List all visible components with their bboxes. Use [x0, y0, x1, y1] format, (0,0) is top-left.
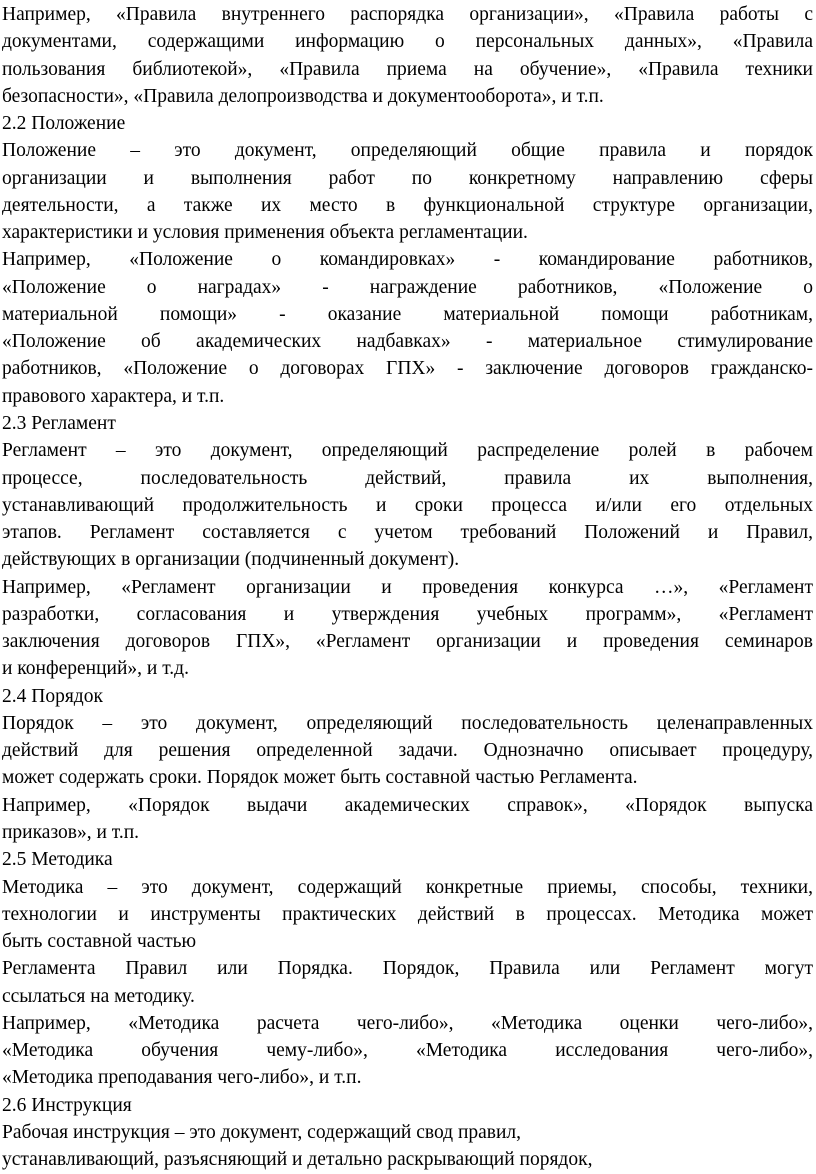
text-line: Например, «Правила внутреннего распорядка организации», «Правила работы с [2, 4, 813, 25]
text-line: Рабочая инструкция – это документ, содержащий свод правил, [2, 1121, 522, 1143]
text-line: «Положение об академических надбавках» - материальное стимулирование [2, 331, 813, 353]
text-line: этапов. Регламент составляется с учетом требований Положений и Правил, [2, 522, 813, 544]
section-heading: 2.2 Положение [2, 113, 126, 135]
text-line: работников, «Положение о договорах ГПХ» - заключение договоров гражданско- [2, 358, 813, 380]
text-line: безопасности», «Правила делопроизводства и документооборота», и т.п. [2, 85, 604, 107]
section-heading: 2.6 Инструкция [2, 1094, 132, 1116]
text-line: «Положение о наградах» - награждение работников, «Положение о [2, 276, 813, 298]
text-line: документами, содержащими информацию о персональных данных», «Правила [2, 31, 813, 53]
text-line: Например, «Регламент организации и проведения конкурса …», «Регламент [2, 576, 813, 598]
text-line: «Методика обучения чему-либо», «Методика исследования чего-либо», [2, 1040, 813, 1062]
text-line: «Методика преподавания чего-либо», и т.п. [2, 1067, 362, 1089]
text-line: устанавливающий, разъясняющий и детально раскрывающий порядок, [2, 1149, 593, 1171]
text-line: процессе, последовательность действий, правила их выполнения, [2, 467, 813, 489]
text-line: характеристики и условия применения объекта регламентации. [2, 222, 528, 244]
text-line: Например, «Положение о командировках» - командирование работников, [2, 249, 813, 271]
text-line: приказов», и т.п. [2, 821, 140, 843]
text-line: Регламента Правил или Порядка. Порядок, Правила или Регламент могут [2, 958, 813, 980]
text-line: разработки, согласования и утверждения учебных программ», «Регламент [2, 603, 813, 625]
text-line: пользования библиотекой», «Правила приема на обучение», «Правила техники [2, 58, 813, 80]
section-heading: 2.5 Методика [2, 849, 113, 871]
text-line: действующих в организации (подчиненный документ). [2, 549, 460, 571]
text-line: устанавливающий продолжительность и сроки процесса и/или его отдельных [2, 494, 813, 516]
text-line: Регламент – это документ, определяющий распределение ролей в рабочем [2, 440, 813, 462]
text-line: быть составной частью [2, 931, 197, 953]
text-line: ссылаться на методику. [2, 985, 195, 1007]
text-line: материальной помощи» - оказание материальной помощи работникам, [2, 303, 813, 325]
text-line: действий для решения определенной задачи. Однозначно описывает процедуру, [2, 740, 813, 762]
text-line: заключения договоров ГПХ», «Регламент организации и проведения семинаров [2, 631, 813, 653]
text-line: Например, «Методика расчета чего-либо», «Методика оценки чего-либо», [2, 1012, 813, 1034]
text-line: Методика – это документ, содержащий конкретные приемы, способы, техники, [2, 876, 813, 898]
text-line: Порядок – это документ, определяющий последовательность целенаправленных [2, 712, 813, 734]
text-line: может содержать сроки. Порядок может быть составной частью Регламента. [2, 767, 638, 789]
document-text-column [2, 1, 813, 1173]
text-line: Например, «Порядок выдачи академических справок», «Порядок выпуска [2, 794, 813, 816]
section-heading: 2.3 Регламент [2, 412, 116, 434]
text-line: технологии и инструменты практических действий в процессах. Методика может [2, 903, 813, 925]
text-line: правового характера, и т.п. [2, 385, 225, 407]
text-line: деятельности, а также их место в функциональной структуре организации, [2, 194, 813, 216]
text-line: Положение – это документ, определяющий общие правила и порядок [2, 140, 813, 162]
text-line: организации и выполнения работ по конкретному направлению сферы [2, 167, 813, 189]
text-line: и конференций», и т.д. [2, 658, 189, 680]
section-heading: 2.4 Порядок [2, 685, 103, 707]
